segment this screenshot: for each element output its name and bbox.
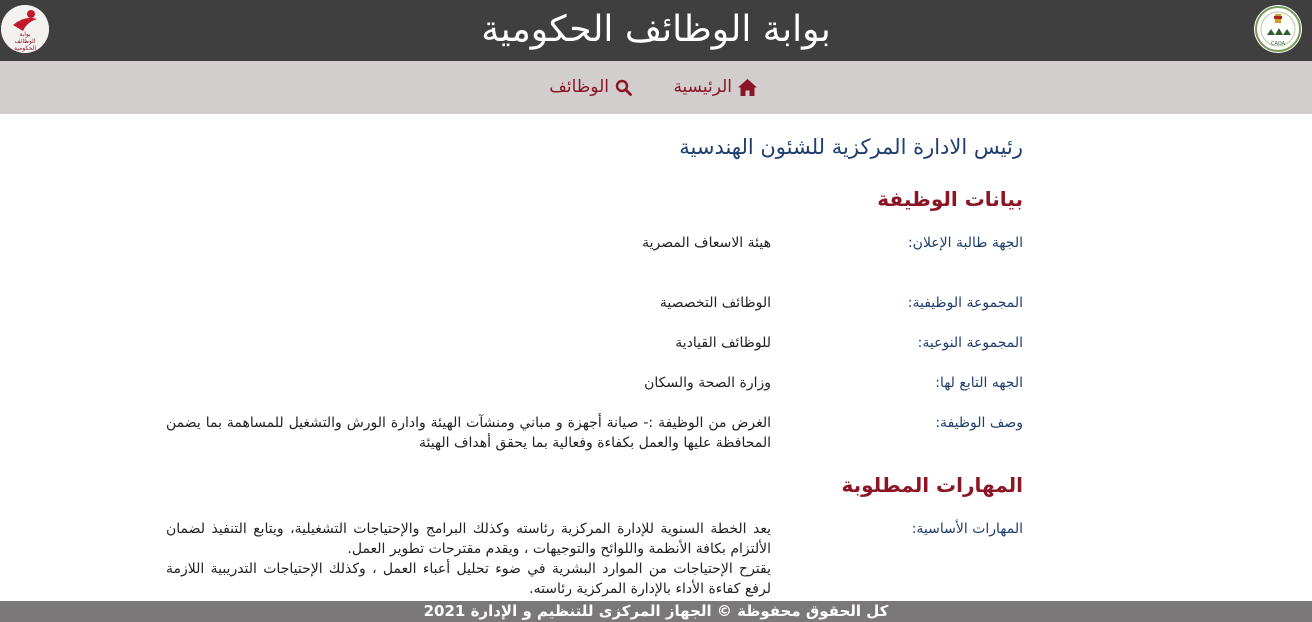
job-data-heading: بيانات الوظيفة: [877, 187, 1023, 211]
logo-line-3: الحكومية: [13, 45, 37, 52]
field-value-job-group: الوظائف التخصصية: [659, 295, 771, 311]
field-label-affiliation: الجهه التابع لها:: [935, 375, 1023, 391]
main-nav: [0, 61, 1312, 114]
field-value-affiliation: وزارة الصحة والسكان: [644, 375, 771, 391]
field-value-job-description: الغرض من الوظيفة :- صيانة أجهزة و مباني ومنشآت الهيئة وادارة الورش والتشغيل للمساهمة بما يضمن المحافظة عليها والعمل بكفاءة وفعالية بما يحقق أهداف الهيئة: [166, 415, 771, 451]
top-header: [0, 0, 1312, 61]
home-icon: [738, 79, 757, 96]
field-value-category: للوظائف القيادية: [675, 335, 771, 351]
job-title: رئيس الادارة المركزية للشئون الهندسية: [679, 135, 1023, 159]
skills-heading: المهارات المطلوبة: [841, 473, 1023, 497]
caoa-logo-text: CAOA: [1270, 41, 1286, 47]
government-jobs-logo[interactable]: [1, 5, 49, 53]
search-icon: [615, 79, 632, 96]
basic-skill-line-1: يعد الخطة السنوية للإدارة المركزية رئاسته وكذلك البرامج والإحتياجات التشغيلية، ويتابع التنفيذ لضمان الألتزام بكافة الأنظمة واللوائح والتوجيهات ، ويقدم مقترحات تطوير العمل.: [166, 521, 771, 557]
field-label-job-description: وصف الوظيفة:: [935, 415, 1023, 431]
logo-line-1: بوابة: [19, 31, 31, 38]
field-value-requesting-entity: هيئة الاسعاف المصرية: [642, 235, 771, 251]
jobs-portal-logo-icon: [1, 5, 49, 53]
field-label-job-group: المجموعة الوظيفية:: [907, 295, 1023, 311]
nav-jobs-label: الوظائف: [549, 77, 609, 97]
copyright-text: كل الحقوق محفوظة © الجهاز المركزى للتنظيم و الإدارة 2021: [423, 602, 889, 620]
nav-home-label: الرئيسية: [673, 77, 732, 97]
basic-skill-line-2: يقترح الإحتياجات من الموارد البشرية في ضوء تحليل أعباء العمل ، وكذلك الإحتياجات التدريبية اللازمة لرفع كفاءة الأداء بالإدارة المركزية رئاسته.: [166, 561, 771, 597]
basic-skills-label: المهارات الأساسية:: [911, 521, 1023, 537]
nav-home-link[interactable]: [673, 75, 757, 99]
field-label-category: المجموعة النوعية:: [917, 335, 1023, 351]
field-label-requesting-entity: الجهة طالبة الإعلان:: [907, 235, 1023, 251]
nav-jobs-link[interactable]: [549, 75, 632, 99]
copyright-footer: [0, 601, 1312, 622]
page-title: بوابة الوظائف الحكومية: [481, 9, 831, 50]
basic-skills-value: [166, 519, 771, 599]
logo-line-2: الوظائف: [14, 38, 36, 45]
